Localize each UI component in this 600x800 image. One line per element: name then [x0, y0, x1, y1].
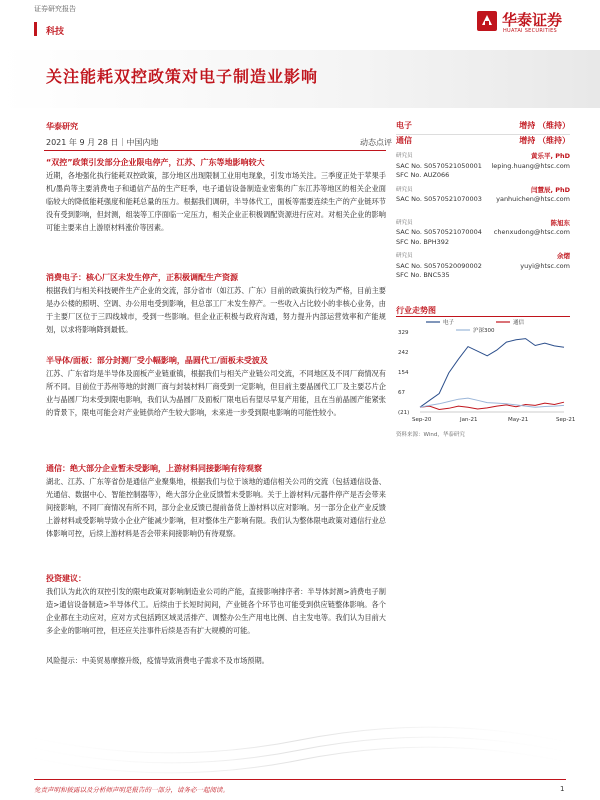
report-type-label: 动态点评: [360, 138, 392, 147]
legend-item: [496, 318, 525, 326]
section-paragraph: 近期，各地强化执行能耗双控政策，部分地区出现限制工业用电现象，引发市场关注。三季度正处于苹果手机/墨尚等主要消费电子和通信产品的生产旺季，电子通信设备制造业密集的广东江苏等地区的相关企业面临较大的降低能耗强度和能耗总量的压力。根据我们调研，半导体代工，面板等需要连续生产的产业链环节没有受到影响，但封测，组装等工序面临一定压力，相关企业正积极调配资源进行应对。对相关企业的影响可能主要来自上游原材料涨价等因素。: [46, 171, 386, 232]
section-heading: 投资建议：: [46, 574, 86, 583]
y-tick-label: 242: [398, 349, 409, 356]
legend-label: 通信: [513, 320, 525, 326]
x-tick-label: Jan-21: [460, 417, 478, 423]
industry-label: 科技: [46, 27, 65, 37]
analyst-sfc: SFC No. BNC535: [396, 271, 450, 279]
analyst-role: 研究员: [396, 186, 413, 193]
section-heading: 半导体/面板：部分封测厂受小幅影响，晶圆代工/面板未受波及: [46, 356, 268, 365]
huatai-logo-icon: [476, 10, 498, 32]
analyst-email[interactable]: yuyi@htsc.com: [520, 261, 570, 270]
section-heading: 消费电子：核心厂区未发生停产，正积极调配生产资源: [46, 273, 238, 282]
footer-rule: [34, 779, 566, 780]
legend-item: [456, 326, 495, 334]
analyst-role: 研究员: [396, 219, 413, 226]
rating-row: [396, 135, 570, 149]
logo-subtext: HUATAI SECURITIES: [503, 28, 557, 34]
rating-sector: 电子: [396, 121, 412, 130]
series-line: [420, 339, 564, 408]
legend-label: 电子: [443, 320, 455, 326]
section-paragraph: 湖北、江苏、广东等省份是通信产业聚集地，根据我们与位于该地的通信相关公司的交流（包括通信设备、光通信、数据中心、智能控制器等），绝大部分企业反馈暂未受影响。关于上游材料/元器件停产是否会带来间接影响，不同厂商情况有所不同，部分企业反馈已提前备货上游材料以应对影响。另一部分企业产业反馈上游材料或受影响导致小企业产能减少影响，但对整体生产影响有限。我们认为整体限电政策对通信行业总体影响可控，后续上游材料是否会带来间接影响仍有待观察。: [46, 477, 386, 538]
analyst-email[interactable]: chenxudong@htsc.com: [493, 228, 570, 236]
analyst-role: 研究员: [396, 153, 413, 159]
y-tick-label: (21): [398, 410, 410, 416]
industry-marker: [34, 22, 37, 36]
rating-row: [396, 120, 570, 134]
analyst-role: 研究员: [396, 253, 413, 259]
analyst-sac: SAC No. S0570521070004: [396, 228, 482, 236]
publisher-label: 华泰研究: [46, 122, 78, 131]
x-tick-label: Sep-21: [556, 417, 576, 423]
section-heading: 通信：绝大部分企业暂未受影响，上游材料同接影响有待观察: [46, 464, 262, 473]
section-paragraph: 我们认为此次的双控引发的限电政策对影响制造业公司的产能，直接影响排序者：半导体封测>消费电子制造>通信设备制造>半导体代工。后续由于长短时间间，产业链各个环节也可能受到供应链整体影响。各个企业都在主动应对，应对方式包括跨区域灵活排产、调整办公生产用电比例、自主发电等。我们认为目前大多企业的影响可控，但还应关注事件后续是否有扩大规模的可能。: [46, 587, 386, 635]
decorative-waves: [0, 690, 600, 780]
chart-source: 资料来源：Wind，华泰研究: [396, 432, 465, 438]
legend-label: 沪深300: [473, 328, 495, 334]
risk-warning: 风险提示：中美贸易摩擦升级，疫情导致消费电子需求不及市场预期。: [46, 656, 269, 665]
ratings-panel: [396, 120, 570, 149]
doc-type-label: 证券研究报告: [34, 5, 76, 13]
x-tick-label: Sep-20: [412, 417, 432, 423]
analyst-name: 闫慧辰, PhD: [530, 185, 570, 194]
legend-item: [426, 318, 455, 326]
series-line: [420, 398, 564, 407]
rating-value: 增持 （维持）: [519, 136, 570, 145]
section-heading: “双控”政策引发部分企业限电停产，江苏、广东等地影响较大: [46, 158, 265, 167]
analyst-block: [396, 252, 570, 281]
logo-text: 华泰证券: [502, 11, 563, 29]
chart-title: 行业走势图: [396, 306, 436, 315]
report-title: 关注能耗双控政策对电子制造业影响: [46, 67, 319, 86]
report-date: 2021 年 9 月 28 日｜中国内地: [46, 138, 159, 147]
header-rule: [44, 150, 386, 151]
top-line: [0, 0, 600, 3]
section-paragraph: 江苏、广东省均是半导体及面板产业链重镇，根据我们与相关产业链公司交流，不同地区及不同厂商情况有所不同。目前位于苏州等地的封测厂商与封装材料厂商受到一定影响，但目前主要晶圆代工厂及主要芯片企业与晶圆厂均未受到限电影响，我们认为晶圆厂及面板厂限电后有望尽早复产用能，且在当前晶圆产能紧张的背景下，限电可能会对产业链供给产生较大影响，未来进一步受到限电影响的可能性较小。: [46, 369, 386, 417]
rating-value: 增持 （维持）: [519, 121, 570, 130]
analyst-name: 黄乐平, PhD: [530, 152, 570, 160]
section-paragraph: 根据我们与相关科技硬件生产企业的交流，部分省市（如江苏、广东）目前的政策执行较为严格，目前主要是办公楼的照明、空调、办公用电受到影响，但总部工厂未发生停产。一些收入占比较小的非核心业务，由于主要厂区位于三四线城市，受到一些影响。但企业正积极与政府沟通，努力提升内部运营效率和产能规划，以求将影响降到最低。: [46, 286, 386, 334]
footer-disclaimer: 免责声明和披露以及分析师声明是报告的一部分，请务必一起阅读。: [34, 786, 229, 794]
analyst-sfc: SFC No. BPH392: [396, 237, 449, 246]
analyst-email[interactable]: leping.huang@htsc.com: [491, 161, 570, 170]
analyst-block: [396, 186, 570, 214]
y-tick-label: 154: [398, 370, 409, 376]
y-tick-label: 329: [398, 330, 409, 336]
rating-sector: 通信: [396, 136, 412, 145]
analyst-sac: SAC No. S0570521050001: [396, 161, 482, 170]
y-tick-label: 67: [398, 389, 405, 396]
analyst-sfc: SFC No. AUZ066: [396, 171, 450, 179]
analyst-list: [396, 152, 570, 281]
analyst-name: 余熠: [557, 252, 570, 260]
analyst-block: [396, 219, 570, 248]
analyst-name: 陈旭东: [550, 218, 570, 227]
trend-chart-svg: [396, 316, 576, 426]
analyst-sac: SAC No. S0570520090002: [396, 261, 482, 270]
x-tick-label: May-21: [508, 417, 529, 423]
analyst-sac: SAC No. S0570521070003: [396, 195, 482, 203]
page-number: 1: [560, 785, 565, 793]
industry-trend-chart: [396, 316, 576, 426]
analyst-email[interactable]: yanhuichen@htsc.com: [496, 195, 570, 203]
analyst-block: [396, 152, 570, 181]
